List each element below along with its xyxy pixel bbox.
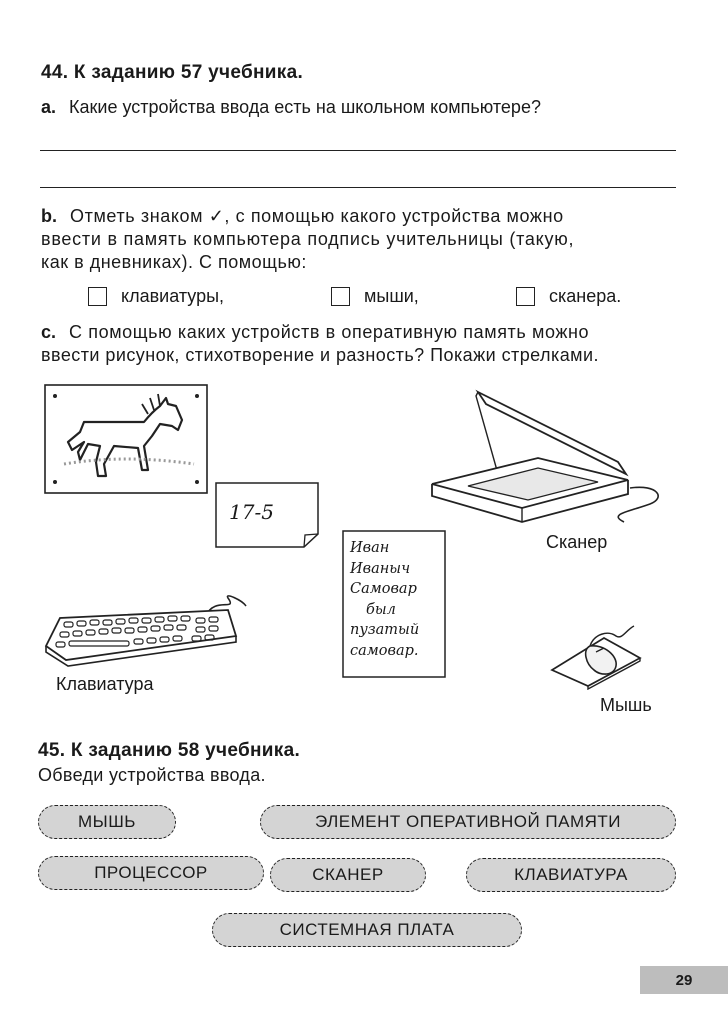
question-a [41, 96, 541, 119]
task-45-heading [38, 740, 300, 762]
poem-line-4: был [366, 601, 396, 618]
poem-line-6: самовар. [350, 642, 419, 659]
device-pill-keyboard[interactable]: КЛАВИАТУРА [466, 858, 676, 892]
horse-picture-card[interactable] [44, 384, 208, 494]
option-mouse-label: мыши, [364, 286, 419, 306]
task-44-number: 44. [41, 62, 69, 83]
scanner-image[interactable] [428, 384, 680, 532]
keyboard-icon [42, 594, 252, 668]
poem-line-3: Самовар [350, 581, 417, 597]
question-a-text: Какие устройства ввода есть на школьном компьютере? [69, 97, 541, 117]
mouse-icon [548, 624, 648, 690]
device-pill-processor[interactable]: ПРОЦЕССОР [38, 856, 264, 890]
task-45-number: 45. [38, 740, 66, 761]
checkbox-mouse[interactable] [331, 287, 350, 306]
poem-line-1: Иван [350, 540, 390, 556]
task-44-title: К заданию 57 учебника. [73, 62, 304, 83]
device-pill-scanner[interactable]: СКАНЕР [270, 858, 426, 892]
question-c [41, 321, 701, 367]
page-number: 29 [640, 966, 728, 994]
question-b-label: b. [41, 206, 57, 226]
task-45-instruction: Обведи устройства ввода. [38, 765, 266, 785]
math-note-text: 17-5 [229, 500, 274, 524]
option-keyboard-label: клавиатуры, [121, 286, 225, 306]
poem-note-card[interactable] [342, 530, 446, 678]
question-b-line1: Отметь знаком ✓, с помощью какого устройства можно [70, 206, 564, 226]
question-c-line1: С помощью каких устройств в оперативную память можно [69, 322, 590, 342]
question-b-line3: как в дневниках). С помощью: [41, 252, 307, 272]
poem-text [350, 538, 419, 661]
question-b [41, 205, 691, 274]
horse-drawing-icon [44, 384, 208, 494]
question-a-label: a. [41, 97, 57, 117]
option-scanner-label: сканера. [549, 286, 622, 306]
task-45-title: К заданию 58 учебника. [70, 740, 301, 761]
task-44-heading [41, 62, 303, 84]
device-pill-memory-element[interactable]: ЭЛЕМЕНТ ОПЕРАТИВНОЙ ПАМЯТИ [260, 805, 676, 839]
checkbox-scanner[interactable] [516, 287, 535, 306]
poem-line-2: Иваныч [350, 560, 411, 577]
mouse-image[interactable] [548, 624, 648, 690]
poem-line-5: пузатый [350, 622, 420, 638]
device-pill-motherboard[interactable]: СИСТЕМНАЯ ПЛАТА [212, 913, 522, 947]
question-c-label: c. [41, 322, 57, 342]
question-c-line2: ввести рисунок, стихотворение и разность? Покажи стрелками. [41, 345, 599, 365]
answer-line-2[interactable] [40, 187, 676, 188]
answer-line-1[interactable] [40, 150, 676, 151]
scanner-label: Сканер [546, 532, 608, 552]
device-pill-mouse[interactable]: МЫШЬ [38, 805, 176, 839]
checkbox-keyboard[interactable] [88, 287, 107, 306]
mouse-label: Мышь [600, 695, 652, 715]
question-b-line2: ввести в память компьютера подпись учительницы (такую, [41, 229, 575, 249]
keyboard-label: Клавиатура [56, 674, 154, 694]
keyboard-image[interactable] [42, 594, 252, 668]
math-note-card[interactable] [215, 482, 319, 548]
scanner-icon [428, 384, 680, 532]
